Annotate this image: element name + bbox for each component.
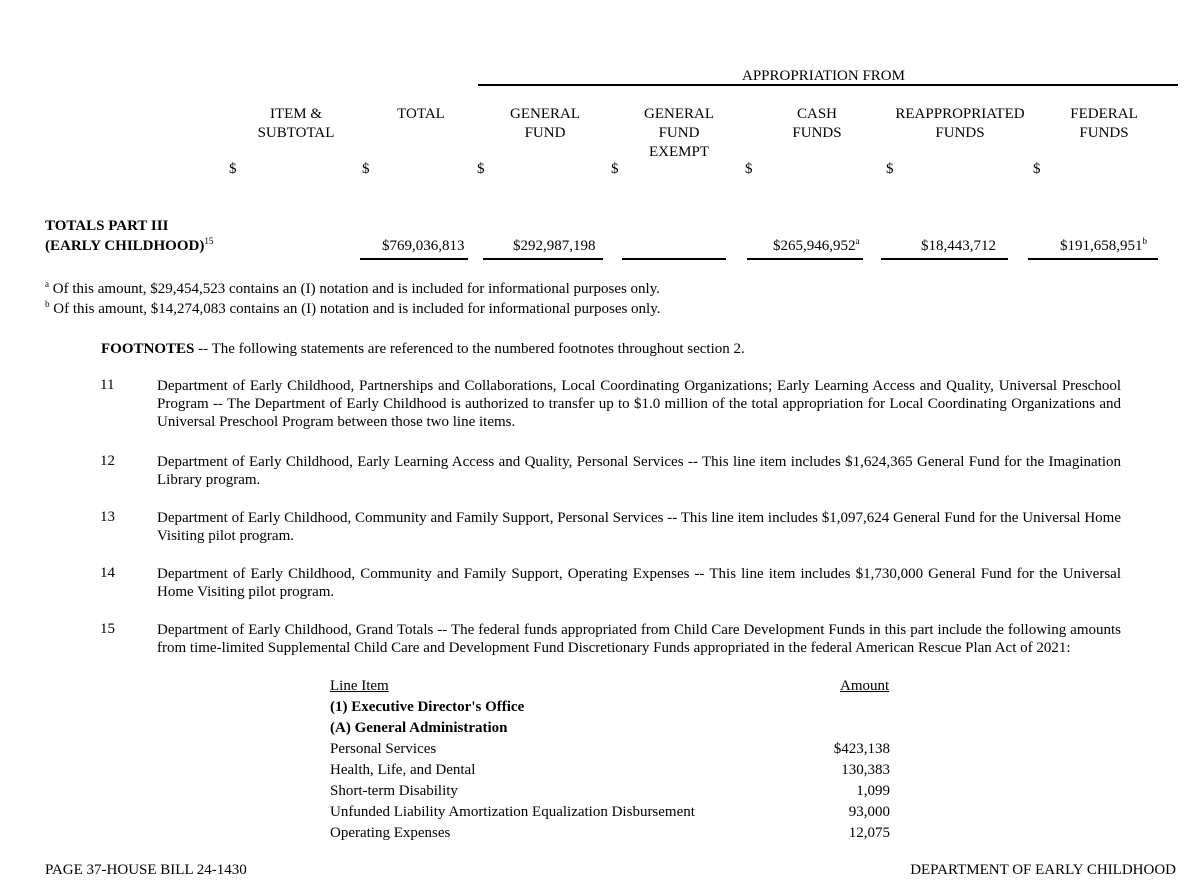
- line-item-column-header: Line Item: [330, 678, 389, 694]
- dollar-sign: $: [477, 161, 485, 177]
- federal-funds-note-ref: b: [1142, 236, 1147, 246]
- page-footer-left: PAGE 37-HOUSE BILL 24-1430: [45, 862, 247, 878]
- dollar-sign: $: [229, 161, 237, 177]
- line-item-amount: $423,138: [833, 741, 890, 757]
- federal-funds-underline: [1028, 258, 1158, 260]
- section-heading: (1) Executive Director's Office: [330, 699, 525, 715]
- footnotes-intro: [101, 341, 745, 358]
- column-header-item-subtotal: ITEM & SUBTOTAL: [257, 106, 335, 141]
- footnote-number: 11: [100, 377, 115, 393]
- note-a: [45, 281, 660, 298]
- line-item-label: Unfunded Liability Amortization Equalization Disbursement: [330, 804, 695, 820]
- column-header-reappropriated-funds: REAPPROPRIATED FUNDS: [895, 106, 1025, 141]
- note-b-mark: b: [45, 299, 50, 309]
- note-a-text: Of this amount, $29,454,523 contains an (I) notation and is included for informational purposes only.: [52, 281, 661, 297]
- general-fund-exempt-underline: [622, 258, 726, 260]
- footnote-text: Department of Early Childhood, Partnerships and Collaborations, Local Coordinating Organizations; Early Learning Access and Quality, Universal Preschool Program -- The Department of Early Childhood is authorized to transfer up to $1.0 million of the total appropriation for Local Coordinating Organizations and Universal Preschool Program between those two line items.: [157, 378, 1121, 430]
- line-item-label: Operating Expenses: [330, 825, 451, 841]
- dollar-sign: $: [745, 161, 753, 177]
- appropriation-from-rule: [478, 84, 1178, 86]
- footnote-number: 14: [100, 565, 115, 581]
- footnote-text: Department of Early Childhood, Community and Family Support, Personal Services -- This line item includes $1,097,624 General Fund for the Universal Home Visiting pilot program.: [157, 510, 1121, 544]
- line-item-amount: 93,000: [848, 804, 890, 820]
- line-item-label: Personal Services: [330, 741, 437, 757]
- page-footer-right: DEPARTMENT OF EARLY CHILDHOOD: [910, 862, 1176, 878]
- amount-column-header: Amount: [840, 678, 890, 694]
- totals-title-line1: TOTALS PART III: [45, 218, 169, 234]
- line-item-amount: 130,383: [841, 762, 890, 778]
- footnote-text: Department of Early Childhood, Grand Totals -- The federal funds appropriated from Child Care Development Funds in this part include the following amounts from time-limited Supplemental Child Care and Development Fund Discretionary Funds appropriated in the federal American Rescue Plan Act of 2021:: [157, 622, 1121, 656]
- footnote-text: Department of Early Childhood, Early Learning Access and Quality, Personal Services -- This line item includes $1,624,365 General Fund for the Imagination Library program.: [157, 454, 1121, 488]
- footnote-number: 12: [100, 453, 115, 469]
- note-b: [45, 301, 661, 318]
- footnotes-intro-text: -- The following statements are referenced to the numbered footnotes throughout section 2.: [194, 341, 745, 357]
- general-fund-value: $292,987,198: [513, 238, 596, 254]
- total-underline: [360, 258, 468, 260]
- cash-funds-underline: [747, 258, 863, 260]
- column-header-general-fund-exempt: GENERAL FUND EXEMPT: [644, 106, 714, 160]
- column-header-total: TOTAL: [397, 106, 445, 122]
- cash-funds-note-ref: a: [855, 236, 860, 246]
- federal-funds-value: [1060, 238, 1147, 255]
- column-header-cash-funds: CASH FUNDS: [792, 106, 842, 141]
- cash-funds-value: [773, 238, 860, 255]
- column-header-federal-funds: FEDERAL FUNDS: [1070, 106, 1138, 141]
- reappropriated-funds-value: $18,443,712: [921, 238, 996, 254]
- subsection-heading: (A) General Administration: [330, 720, 508, 736]
- footnotes-label: FOOTNOTES: [101, 341, 195, 357]
- totals-title-line2: [45, 238, 213, 255]
- totals-footnote-ref: 15: [204, 236, 214, 246]
- footnote-number: 15: [100, 621, 115, 637]
- footnote-number: 13: [100, 509, 115, 525]
- dollar-sign: $: [611, 161, 619, 177]
- note-b-text: Of this amount, $14,274,083 contains an (I) notation and is included for informational purposes only.: [53, 301, 661, 317]
- line-item-label: Short-term Disability: [330, 783, 458, 799]
- dollar-sign: $: [362, 161, 370, 177]
- appropriation-from-label: APPROPRIATION FROM: [742, 68, 905, 84]
- note-a-mark: a: [45, 279, 49, 289]
- dollar-sign: $: [1033, 161, 1041, 177]
- total-value: $769,036,813: [382, 238, 465, 254]
- federal-funds-amount: $191,658,951: [1060, 238, 1143, 254]
- general-fund-underline: [483, 258, 603, 260]
- column-header-general-fund: GENERAL FUND: [510, 106, 580, 141]
- reappropriated-funds-underline: [881, 258, 1008, 260]
- cash-funds-amount: $265,946,952: [773, 238, 856, 254]
- line-item-label: Health, Life, and Dental: [330, 762, 476, 778]
- dollar-sign: $: [886, 161, 894, 177]
- line-item-amount: 1,099: [856, 783, 890, 799]
- totals-title-text: (EARLY CHILDHOOD): [45, 238, 205, 254]
- line-item-amount: 12,075: [848, 825, 890, 841]
- footnote-text: Department of Early Childhood, Community and Family Support, Operating Expenses -- This line item includes $1,730,000 General Fund for the Universal Home Visiting pilot program.: [157, 566, 1121, 600]
